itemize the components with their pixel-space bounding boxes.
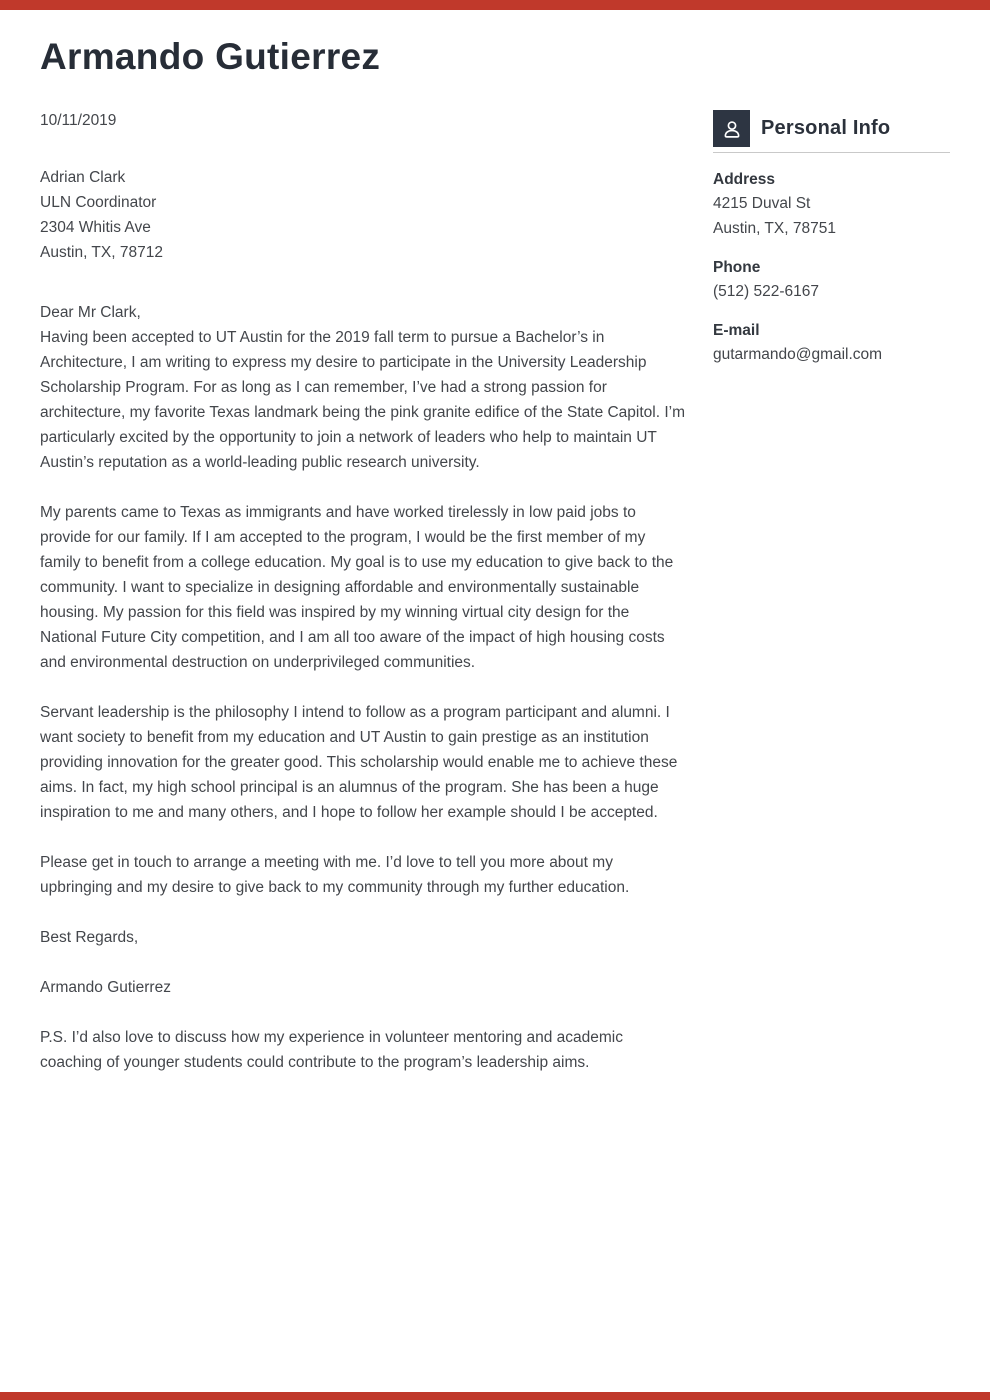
recipient-role: ULN Coordinator	[40, 193, 157, 211]
page-title: Armando Gutierrez	[40, 36, 381, 77]
letter-date: 10/11/2019	[40, 111, 117, 129]
sidebar-section-email	[713, 320, 950, 367]
sidebar-title: Personal Info	[761, 117, 891, 139]
address-line-2: Austin, TX, 78751	[713, 220, 836, 237]
email-label: E-mail	[713, 322, 760, 339]
closing: Best Regards,	[40, 928, 139, 946]
paragraph-4: Please get in touch to arrange a meeting with me. I’d love to tell you more about my upbringing and my desire to give back to my community through my further education.	[40, 853, 630, 896]
person-icon	[713, 110, 750, 147]
sidebar-section-phone	[713, 257, 950, 304]
sidebar-header	[713, 110, 950, 147]
phone-label: Phone	[713, 259, 761, 276]
paragraph-2: My parents came to Texas as immigrants and have worked tirelessly in low paid jobs to provide for our family. If I am accepted to the program, I would be the first member of my family to benefit from a college education. My goal is to use my education to give back to the community. I want to specialize in designing affordable and environmentally sustainable housing. My passion for this field was inspired by my winning virtual city design for the National Future City competition, and I am all too aware of the impact of high housing costs and environmental destruction on underprivileged communities.	[40, 503, 674, 671]
salutation: Dear Mr Clark,	[40, 303, 141, 321]
address-label: Address	[713, 171, 776, 188]
paragraph-3: Servant leadership is the philosophy I intend to follow as a program participant and alumni. I want society to benefit from my education and UT Austin to gain prestige as an institution providing innovation for the greater good. This scholarship would enable me to achieve these aims. In fact, my high school principal is an alumnus of the program. She has been a huge inspiration to me and many others, and I hope to follow her example should I be accepted.	[40, 703, 678, 821]
personal-info-sidebar	[713, 110, 950, 367]
recipient-name: Adrian Clark	[40, 168, 126, 186]
recipient-block	[40, 165, 685, 265]
email-value: gutarmando@gmail.com	[713, 346, 883, 363]
top-accent-bar	[0, 0, 990, 10]
bottom-accent-bar	[0, 1392, 990, 1400]
letter-body	[40, 36, 685, 1075]
recipient-street: 2304 Whitis Ave	[40, 218, 151, 236]
sidebar-divider	[713, 152, 950, 153]
phone-value: (512) 522-6167	[713, 283, 819, 300]
postscript: P.S. I’d also love to discuss how my experience in volunteer mentoring and academic coaching of younger students could contribute to the program’s leadership aims.	[40, 1028, 623, 1071]
sidebar-section-address	[713, 169, 950, 241]
signature: Armando Gutierrez	[40, 978, 171, 996]
paragraph-1: Having been accepted to UT Austin for the 2019 fall term to pursue a Bachelor’s in Architecture, I am writing to express my desire to participate in the University Leadership Scholarship Program. For as long as I can remember, I’ve had a strong passion for architecture, my favorite Texas landmark being the pink granite edifice of the State Capitol. I’m particularly excited by the opportunity to join a network of leaders who help to maintain UT Austin’s reputation as a world-leading public research university.	[40, 328, 686, 471]
address-line-1: 4215 Duval St	[713, 195, 811, 212]
recipient-city: Austin, TX, 78712	[40, 243, 163, 261]
